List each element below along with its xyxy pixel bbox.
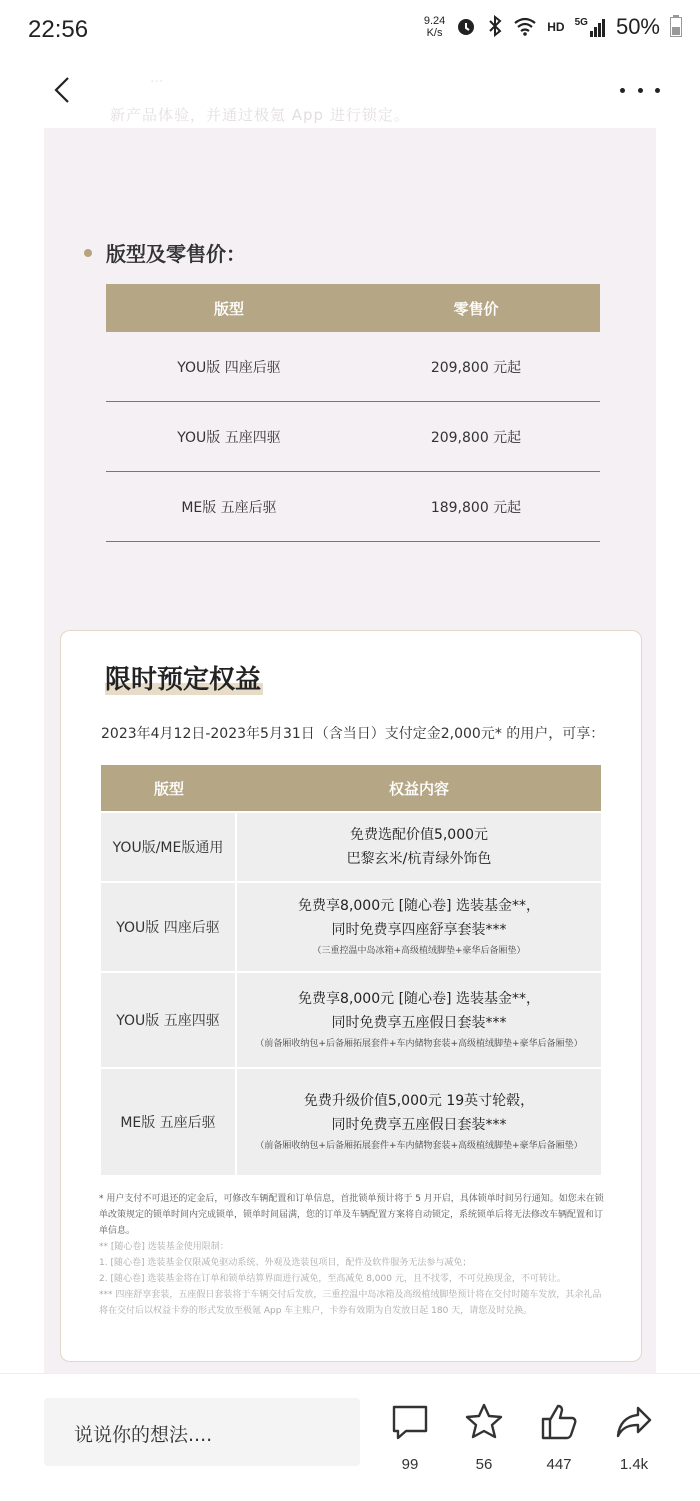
wifi-icon xyxy=(513,16,537,39)
comment-input[interactable]: 说说你的想法.... xyxy=(44,1398,360,1466)
model-cell: YOU版 四座后驱 xyxy=(101,883,237,971)
column-header: 版型 xyxy=(213,299,244,318)
bottom-action-bar xyxy=(0,1373,700,1501)
faded-background-text: 新产品体验，并通过极氪 App 进行锁定。 xyxy=(110,106,410,124)
bluetooth-icon xyxy=(487,15,503,40)
like-button[interactable]: 447 xyxy=(529,1402,589,1473)
model-cell: YOU版 四座后驱 xyxy=(177,359,281,376)
table-header xyxy=(101,765,601,811)
footnotes xyxy=(99,1191,609,1319)
comment-button[interactable]: 99 xyxy=(380,1402,440,1473)
model-cell: YOU版/ME版通用 xyxy=(101,813,237,881)
favorite-button[interactable]: 56 xyxy=(454,1402,514,1473)
bullet-icon xyxy=(84,249,92,257)
price-cell: 209,800 元起 xyxy=(430,359,522,376)
benefits-card xyxy=(60,630,642,1362)
benefit-cell: 免费选配价值5,000元 巴黎玄米/杭青绿外饰色 xyxy=(346,827,492,867)
battery-icon xyxy=(670,15,682,40)
benefit-cell: 免费升级价值5,000元 19英寸轮毂， 同时免费享五座假日套装*** （前备厢收纳包+后备厢拓展套件+车内储物套装+高级植绒脚垫+豪华后备厢垫） xyxy=(255,1093,583,1151)
model-cell: ME版 五座后驱 xyxy=(181,499,277,516)
back-button[interactable] xyxy=(44,72,80,108)
more-dot-icon xyxy=(620,88,625,93)
status-icons xyxy=(424,14,682,40)
table-row xyxy=(101,1069,601,1175)
faded-background-text: ... xyxy=(150,70,164,86)
table-row xyxy=(101,883,601,971)
chevron-left-icon xyxy=(44,72,80,108)
share-icon xyxy=(614,1402,654,1442)
benefits-table xyxy=(101,765,601,1175)
battery-level: 50% xyxy=(615,14,660,39)
table-row xyxy=(106,472,600,542)
network-type: HD xyxy=(547,20,565,34)
benefit-cell: 免费享8,000元 [随心卷] 选装基金**， 同时免费享五座假日套装*** （前备厢收纳包+后备厢拓展套件+车内储物套装+高级植绒脚垫+豪华后备厢垫） xyxy=(255,991,583,1049)
comment-icon xyxy=(390,1402,430,1442)
column-header: 版型 xyxy=(153,779,184,798)
table-row xyxy=(101,973,601,1067)
table-row xyxy=(101,813,601,881)
footnote: 1. [随心卷] 选装基金仅限减免驱动系统、外观及选装包项目，配件及软件服务无法参与减免； xyxy=(99,1258,472,1268)
star-icon xyxy=(464,1402,504,1442)
model-cell: YOU版 五座四驱 xyxy=(177,429,281,446)
more-dot-icon xyxy=(655,88,660,93)
more-dot-icon xyxy=(638,88,643,93)
price-table xyxy=(106,284,600,542)
model-cell: ME版 五座后驱 xyxy=(101,1069,237,1175)
section-title: 版型及零售价： xyxy=(84,238,246,267)
more-button[interactable] xyxy=(620,72,660,108)
card-intro: 2023年4月12日-2023年5月31日（含当日）支付定金2,000元* 的用户，可享： xyxy=(101,726,605,742)
status-bar xyxy=(0,0,700,62)
price-cell: 209,800 元起 xyxy=(430,429,522,446)
thumbs-up-icon xyxy=(539,1402,579,1442)
footnote: ** [随心卷] 选装基金使用限制： xyxy=(99,1242,229,1252)
model-cell: YOU版 五座四驱 xyxy=(101,973,237,1067)
table-header xyxy=(106,284,600,332)
benefit-cell: 免费享8,000元 [随心卷] 选装基金**， 同时免费享四座舒享套装*** （三重控温中岛冰箱+高级植绒脚垫+豪华后备厢垫） xyxy=(298,898,540,956)
signal-icon: 5G xyxy=(575,17,606,37)
footnote: * 用户支付不可退还的定金后，可修改车辆配置和订单信息，首批锁单预计将于 5 月开启，具体锁单时间另行通知。如您未在锁单改策规定的锁单时间内完成锁单，锁单时间届满，您的订单及车辆配置方案将自动锁定，系统锁单后将无法修改车辆配置和订单信息。 xyxy=(99,1194,604,1236)
footnote: *** 四座舒享套装，五座假日套装将于车辆交付后发放，三重控温中岛冰箱及高级植绒脚垫预计将在交付时随车发放，其余礼品将在交付后以权益卡券的形式发放至极氪 App 车主账户，卡券有效期为自发放日起 180 天，请您及时兑换。 xyxy=(99,1290,602,1316)
column-header: 零售价 xyxy=(453,299,499,318)
share-button[interactable]: 1.4k xyxy=(604,1402,664,1473)
price-cell: 189,800 元起 xyxy=(430,499,522,516)
table-row xyxy=(106,402,600,472)
status-time: 22:56 xyxy=(28,16,89,43)
network-speed: 9.24 K/s xyxy=(423,15,446,39)
footnote: 2. [随心卷] 选装基金将在订单和锁单结算界面进行减免，至高减免 8,000 元，且不找零，不可兑换现金，不可转让。 xyxy=(99,1274,566,1284)
table-row xyxy=(106,332,600,402)
card-title: 限时预定权益 xyxy=(105,665,262,695)
alarm-icon xyxy=(455,15,477,40)
column-header: 权益内容 xyxy=(388,779,449,798)
